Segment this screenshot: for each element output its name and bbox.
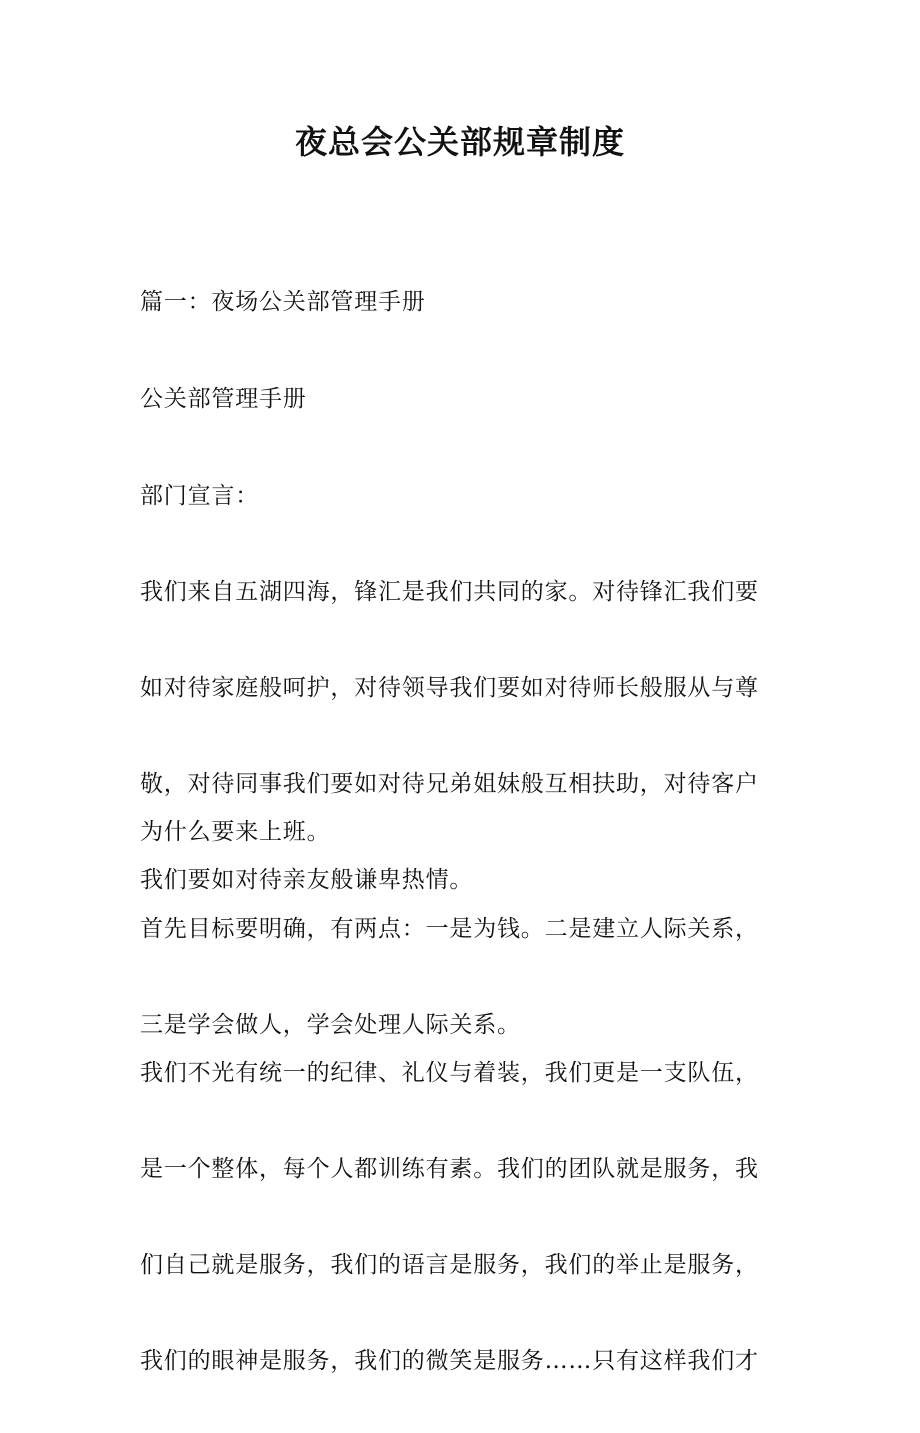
text-line: 是一个整体，每个人都训练有素。我们的团队就是服务，我 — [140, 1156, 759, 1182]
text-line: 首先目标要明确，有两点：一是为钱。二是建立人际关系， — [140, 916, 759, 942]
text-line: 三是学会做人，学会处理人际关系。 — [140, 1012, 521, 1038]
text-line: 篇一：夜场公关部管理手册 — [140, 289, 426, 315]
text-line: 我们来自五湖四海，锋汇是我们共同的家。对待锋汇我们要 — [140, 579, 759, 605]
text-line: 如对待家庭般呵护，对待领导我们要如对待师长般服从与尊 — [140, 675, 759, 701]
text-line: 部门宣言： — [140, 483, 259, 509]
text-line: 我们的眼神是服务，我们的微笑是服务……只有这样我们才 — [140, 1348, 759, 1374]
text-line: 们自己就是服务，我们的语言是服务，我们的举止是服务， — [140, 1252, 759, 1278]
document-title: 夜总会公关部规章制度 — [294, 123, 625, 161]
paragraph-team — [140, 1001, 790, 1433]
text-line: 我们不光有统一的纪律、礼仪与着装，我们更是一支队伍， — [140, 1060, 759, 1086]
text-line: 公关部管理手册 — [140, 386, 307, 412]
text-line: 为什么要来上班。 — [140, 819, 331, 845]
text-line: 敬，对待同事我们要如对待兄弟姐妹般互相扶助，对待客户 — [140, 771, 759, 797]
text-line: 我们要如对待亲友般谦卑热情。 — [140, 867, 474, 893]
